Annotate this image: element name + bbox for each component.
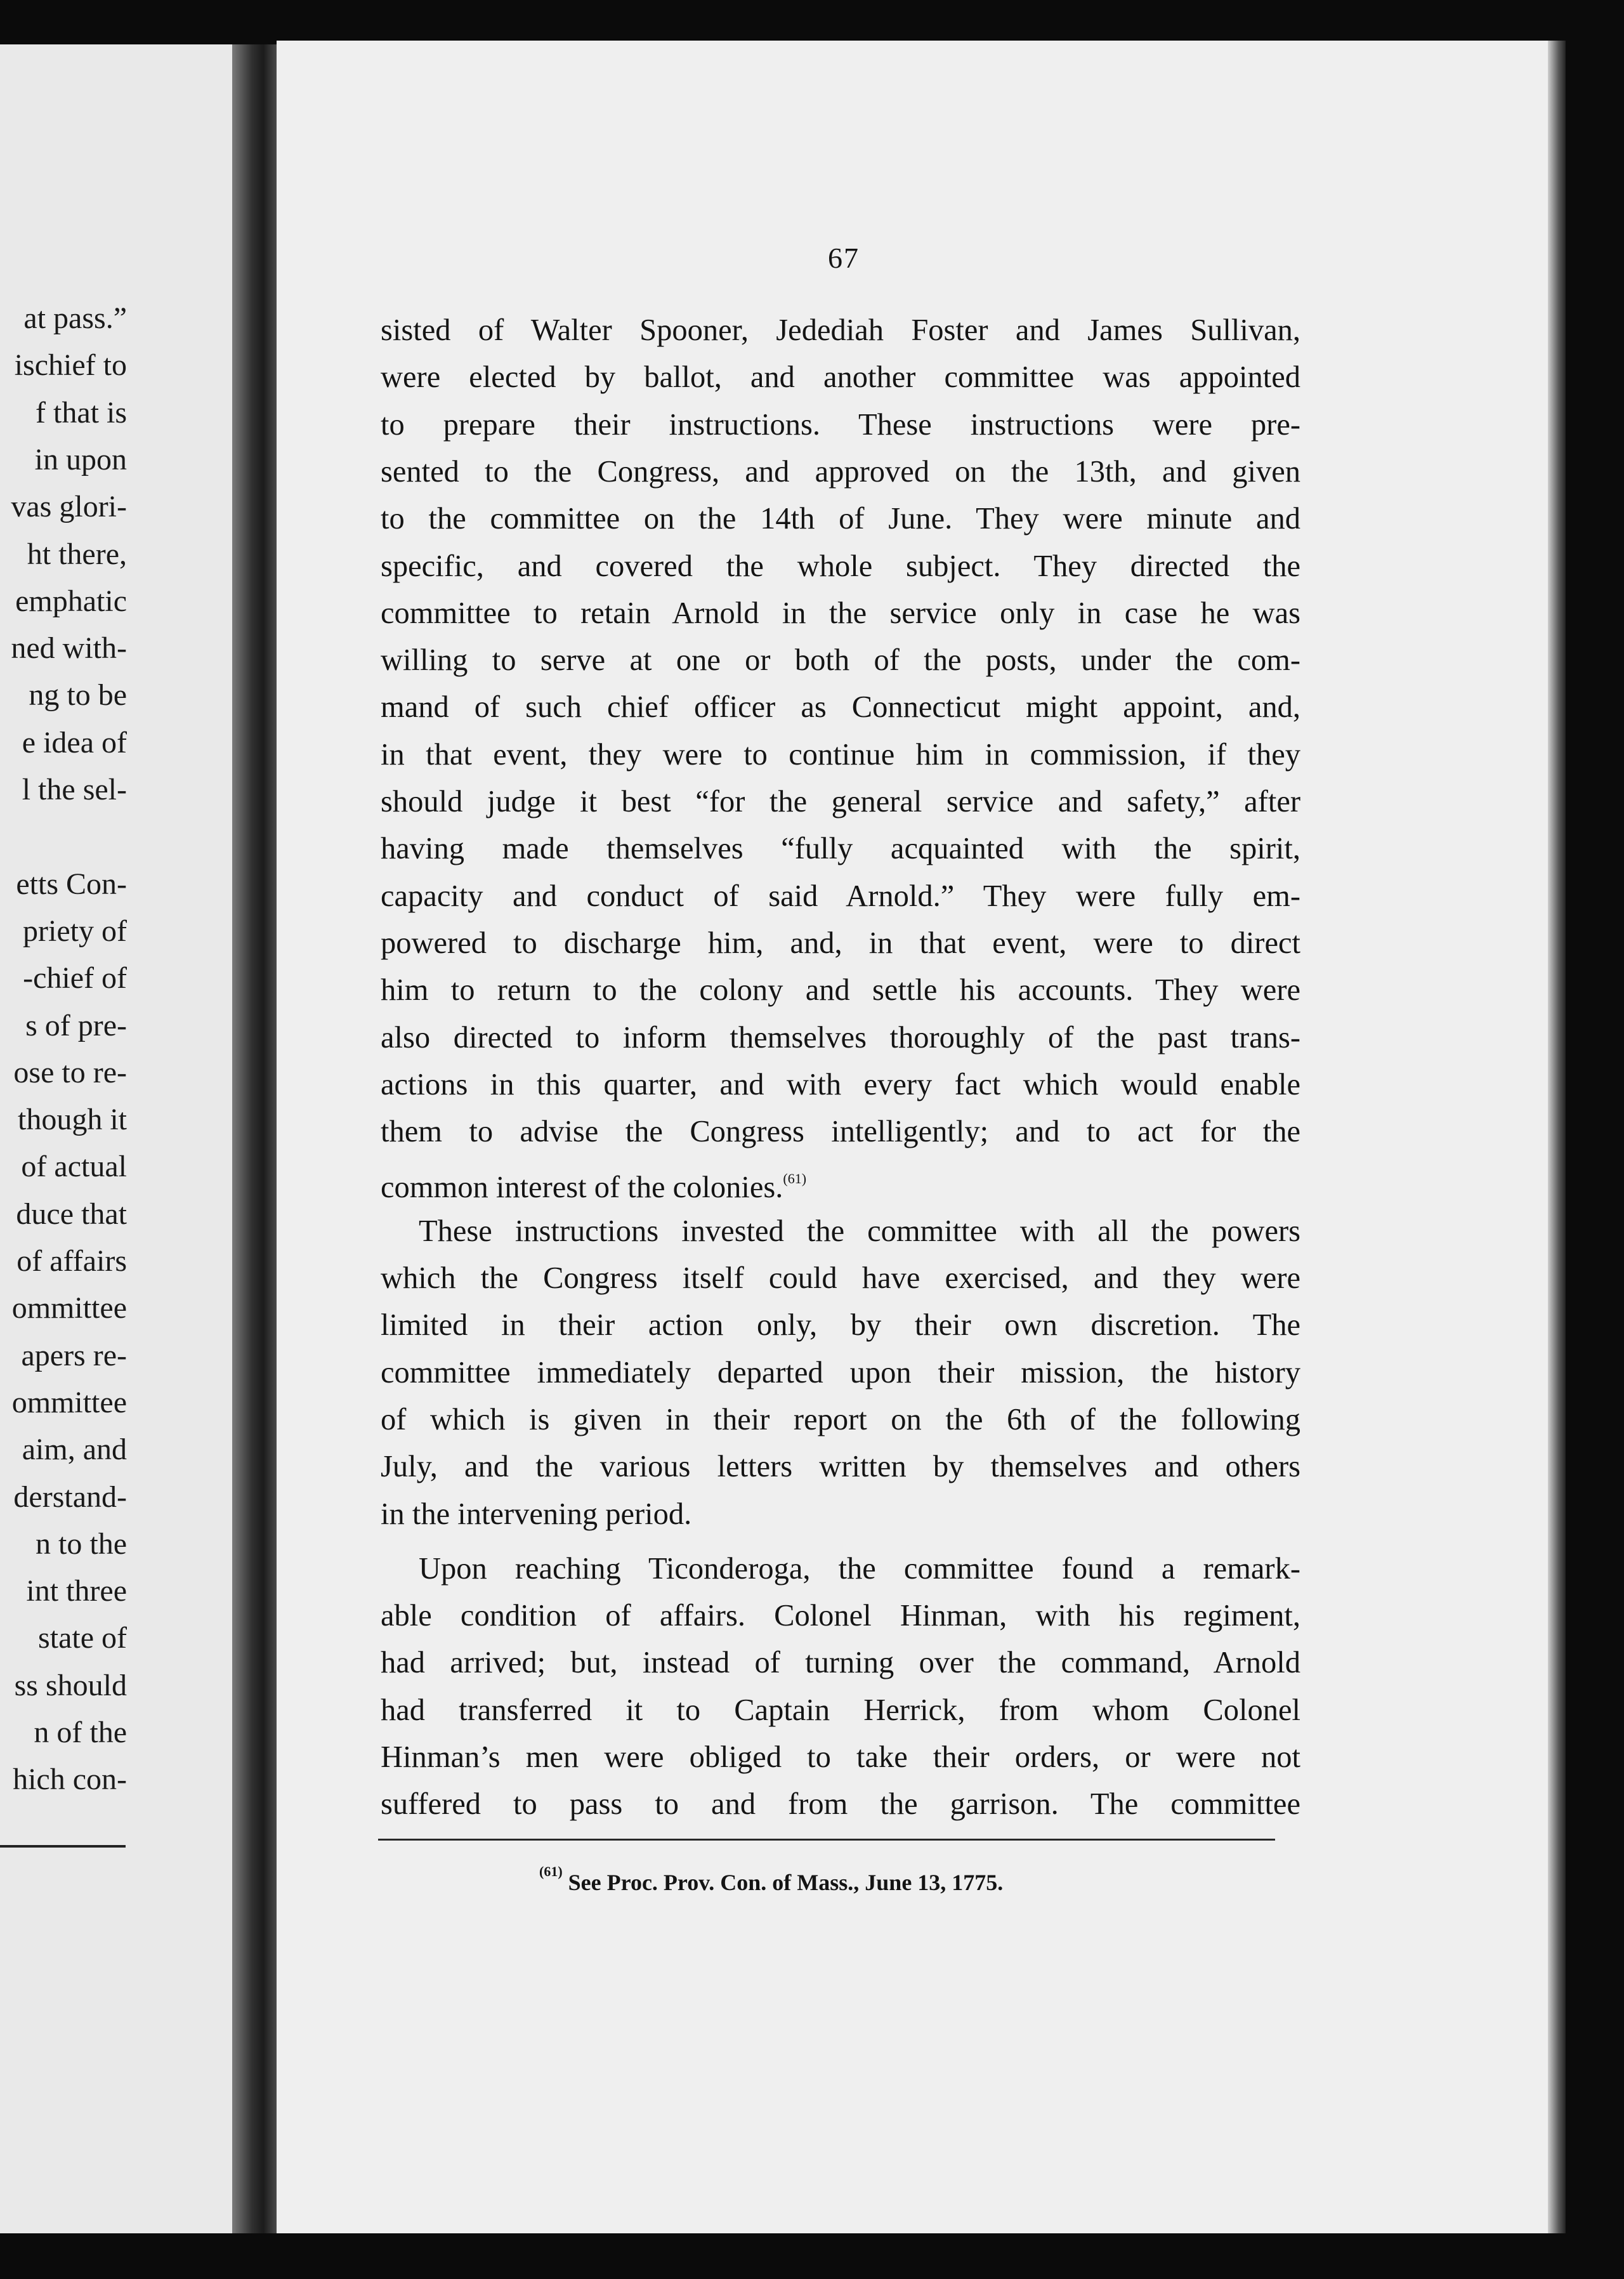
text-line-content: Hinman’s men were obliged to take their orders, or were not — [381, 1740, 1300, 1774]
text-line-content: July, and the various letters written by themselves and others — [381, 1450, 1300, 1484]
text-line — [381, 1155, 1300, 1205]
text-line — [381, 543, 1300, 590]
page-edge-shadow — [1548, 41, 1566, 2233]
text-line-content: had arrived; but, instead of turning over the command, Arnold — [381, 1646, 1300, 1680]
text-line — [381, 920, 1300, 967]
text-line — [381, 1255, 1300, 1302]
text-line — [381, 732, 1300, 778]
left-page-line: duce that — [16, 1197, 127, 1231]
left-page-line: ng to be — [29, 678, 127, 713]
text-line-content: in the intervening period. — [381, 1497, 692, 1531]
text-line — [381, 354, 1300, 401]
left-page-line: aim, and — [22, 1433, 127, 1467]
left-page-line: ss should — [14, 1668, 127, 1702]
left-page-line: n of the — [34, 1716, 127, 1749]
left-page-line: ischief to — [14, 348, 127, 383]
footnote-rule — [378, 1839, 1275, 1841]
left-page-line: ned with- — [11, 631, 127, 666]
text-line-content: suffered to pass to and from the garrison. The committee — [381, 1787, 1300, 1822]
text-line — [381, 1443, 1300, 1490]
text-line-content: them to advise the Congress intelligently; and to act for the — [381, 1115, 1300, 1149]
page-number: 67 — [828, 242, 860, 274]
book-gutter-shadow — [232, 44, 277, 2233]
left-page-line: in upon — [34, 442, 127, 476]
text-line-content: to prepare their instructions. These instructions were pre- — [381, 407, 1300, 442]
left-page-line: vas glori- — [11, 490, 127, 524]
text-line — [381, 967, 1300, 1014]
left-page-line: of actual — [21, 1150, 127, 1184]
text-line — [381, 1781, 1300, 1828]
text-line — [381, 684, 1300, 731]
left-page-line: int three — [26, 1574, 127, 1608]
text-line-content: specific, and covered the whole subject. They directed the — [381, 549, 1300, 583]
left-page-line: -chief of — [23, 961, 127, 995]
text-line-content: had transferred it to Captain Herrick, from whom Colonel — [381, 1693, 1300, 1727]
left-page-line: e idea of — [22, 725, 127, 759]
left-page-line: state of — [38, 1621, 127, 1655]
text-line — [381, 1350, 1300, 1396]
left-page-line: derstand- — [13, 1480, 127, 1514]
text-line-content: having made themselves “fully acquainted with the spirit, — [381, 832, 1300, 866]
left-page-line: n to the — [36, 1527, 127, 1561]
text-line — [381, 1546, 1300, 1593]
text-line — [381, 307, 1300, 354]
text-line-content: willing to serve at one or both of the posts, under the com- — [381, 643, 1300, 678]
text-line-content: to the committee on the 14th of June. They were minute and — [381, 502, 1300, 536]
left-page-line: though it — [17, 1103, 127, 1137]
left-page-line: f that is — [36, 395, 127, 430]
footnote-text: See Proc. Prov. Con. of Mass., June 13, 1775. — [568, 1870, 1004, 1895]
left-page-line: priety of — [23, 914, 127, 948]
text-line-content: committee immediately departed upon their mission, the history — [381, 1355, 1300, 1389]
text-line — [381, 1302, 1300, 1349]
left-page-line: ommittee — [11, 1291, 127, 1325]
left-page-line: s of pre- — [25, 1008, 127, 1042]
left-page-line: at pass.” — [23, 301, 127, 335]
footnote-reference: (61) — [783, 1171, 807, 1187]
text-line-content: of which is given in their report on the 6th of the following — [381, 1402, 1300, 1436]
left-page-line: ommittee — [11, 1385, 127, 1419]
text-line — [381, 496, 1300, 542]
text-line — [381, 1687, 1300, 1734]
text-line — [381, 1061, 1300, 1108]
text-line — [381, 402, 1300, 449]
text-line — [381, 1396, 1300, 1443]
text-line-content: actions in this quarter, and with every fact which would enable — [381, 1067, 1300, 1101]
left-page-line: hich con- — [13, 1763, 127, 1797]
text-line-content: him to return to the colony and settle his accounts. They were — [381, 973, 1300, 1008]
footnote — [539, 1856, 1174, 1898]
text-line-content: in that event, they were to continue him in commission, if they — [381, 737, 1300, 772]
text-line — [381, 1208, 1300, 1255]
left-page-line: l the sel- — [22, 773, 127, 806]
text-line-content: common interest of the colonies. — [381, 1171, 783, 1205]
text-line — [381, 1108, 1300, 1155]
text-line — [381, 1015, 1300, 1061]
text-line — [381, 873, 1300, 920]
text-line-content: committee to retain Arnold in the service only in case he was — [381, 596, 1300, 630]
text-line-content: Upon reaching Ticonderoga, the committee found a remark- — [419, 1551, 1300, 1586]
text-line — [381, 778, 1300, 825]
text-line — [381, 449, 1300, 496]
text-line — [381, 1593, 1300, 1639]
left-page-line: apers re- — [21, 1338, 127, 1372]
footnote-marker: (61) — [539, 1863, 563, 1879]
text-line-content: capacity and conduct of said Arnold.” They were fully em- — [381, 879, 1300, 913]
text-line-content: sisted of Walter Spooner, Jedediah Foster and James Sullivan, — [381, 313, 1300, 347]
text-line-content: which the Congress itself could have exercised, and they were — [381, 1261, 1300, 1295]
text-line — [381, 590, 1300, 637]
text-line-content: These instructions invested the committee with all the powers — [419, 1214, 1300, 1248]
text-line-content: also directed to inform themselves thoroughly of the past trans- — [381, 1020, 1300, 1054]
text-line-content: limited in their action only, by their own discretion. The — [381, 1308, 1300, 1343]
text-line — [381, 637, 1300, 684]
text-line — [381, 825, 1300, 872]
left-page-footnote-rule — [0, 1845, 126, 1848]
left-page-line: emphatic — [15, 584, 127, 618]
text-line — [381, 1639, 1300, 1686]
left-page-line: of affairs — [16, 1244, 127, 1278]
text-line — [381, 1491, 1300, 1538]
text-line — [381, 1734, 1300, 1781]
text-line-content: powered to discharge him, and, in that event, were to direct — [381, 926, 1300, 960]
left-page-line: ht there, — [27, 537, 127, 571]
text-line-content: able condition of affairs. Colonel Hinman, with his regiment, — [381, 1599, 1300, 1633]
left-page-line: etts Con- — [16, 867, 127, 901]
text-line-content: were elected by ballot, and another committee was appointed — [381, 360, 1300, 395]
text-line-content: sented to the Congress, and approved on the 13th, and given — [381, 454, 1300, 489]
text-line-content: mand of such chief officer as Connecticut might appoint, and, — [381, 690, 1300, 725]
text-line-content: should judge it best “for the general service and safety,” after — [381, 785, 1300, 818]
left-page-line: ose to re- — [13, 1055, 127, 1089]
